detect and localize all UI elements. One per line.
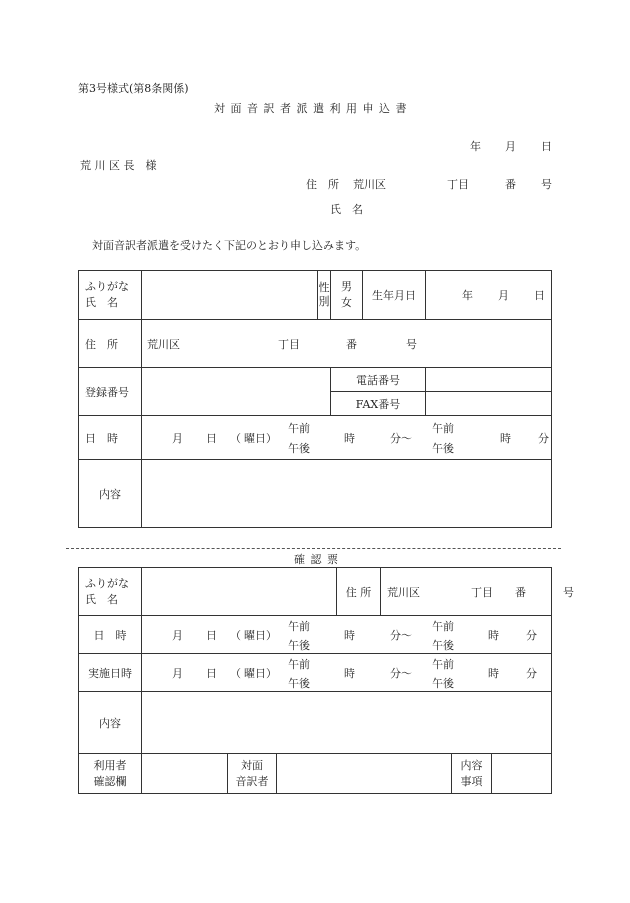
addressee: 荒 川 区 長 様 [80,159,157,172]
header-address-ban: 番 [505,178,516,191]
fax-label: FAX番号 [331,392,426,416]
conf-name-input[interactable] [142,568,337,616]
phone-input[interactable] [426,368,552,392]
datetime-input[interactable]: 月 日 （ 曜日） 午前 午後 時 分〜 午前 午後 時 分 [142,416,552,460]
sex-select[interactable] [331,271,363,320]
conf-datetime-input[interactable]: 月 日 （ 曜日） 午前 午後 時 分〜 午前 午後 時 分 [142,616,552,654]
birthdate-label: 生年月日 [363,271,426,320]
conf-address-input[interactable]: 荒川区 丁目 番 号 [381,568,552,616]
birthdate-input[interactable]: 年 月 日 [426,271,552,320]
conf-furigana-name-label: ふりがな 氏 名 [79,568,142,616]
conf-content-label: 内容 [79,692,142,754]
name-input[interactable] [142,271,318,320]
datetime-label: 日 時 [79,416,142,460]
header-address-chome: 丁目 [447,178,469,191]
header-name-label: 氏 名 [330,203,363,216]
fax-input[interactable] [426,392,552,416]
application-table [78,270,552,528]
address-input[interactable]: 荒川区 丁目 番 号 [142,320,552,368]
phone-label: 電話番号 [331,368,426,392]
date-month-label: 月 [505,140,516,153]
conf-content-input[interactable] [142,692,552,754]
content-input[interactable] [142,460,552,528]
form-number: 第3号様式(第8条関係) [78,82,189,95]
content-label: 内容 [79,460,142,528]
conf-actual-datetime-label: 実施日時 [79,654,142,692]
cut-line [66,548,561,549]
intro-text: 対面音訳者派遣を受けたく下記のとおり申し込みます。 [92,239,367,252]
reader-label: 対面 音訳者 [228,754,277,794]
confirmation-title: 確 認 票 [294,553,339,566]
content-item-input[interactable] [492,754,552,794]
user-confirm-input[interactable] [142,754,228,794]
document-title: 対 面 音 訳 者 派 遣 利 用 申 込 書 [214,102,408,115]
header-address-go: 号 [541,178,552,191]
date-day-label: 日 [541,140,552,153]
furigana-name-label: ふりがな 氏 名 [79,271,142,320]
conf-address-label: 住 所 [337,568,381,616]
male-option: 男 [341,280,352,293]
conf-datetime-label: 日 時 [79,616,142,654]
user-confirm-label: 利用者 確認欄 [79,754,142,794]
address-label: 住 所 [79,320,142,368]
sex-label: 性 別 [318,271,331,320]
confirmation-table [78,567,575,794]
content-item-label: 内容 事項 [452,754,492,794]
reader-input[interactable] [277,754,452,794]
conf-actual-datetime-input[interactable]: 月 日 （ 曜日） 午前 午後 時 分〜 午前 午後 時 分 [142,654,552,692]
registration-input[interactable] [142,368,331,416]
female-option: 女 [341,296,352,309]
header-address-label: 住 所 [306,178,339,191]
registration-label: 登録番号 [79,368,142,416]
date-year-label: 年 [470,140,481,153]
header-address-ward: 荒川区 [353,178,386,191]
